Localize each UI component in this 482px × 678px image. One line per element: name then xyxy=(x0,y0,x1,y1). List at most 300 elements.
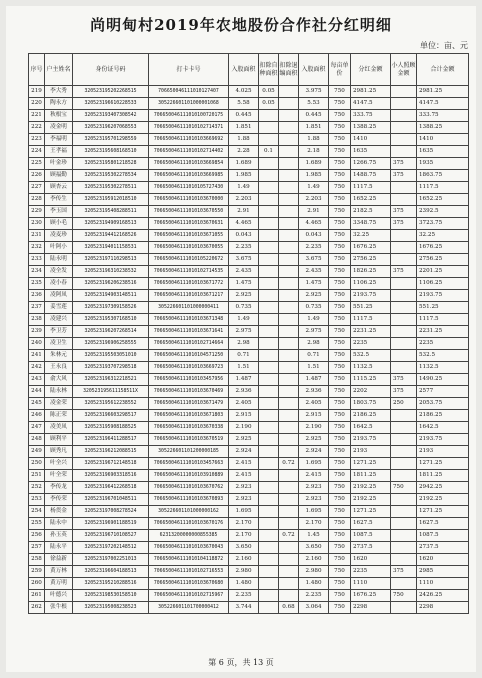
table-cell xyxy=(279,410,299,422)
table-cell xyxy=(279,206,299,218)
table-cell: 532.5 xyxy=(417,350,469,362)
table-cell xyxy=(259,110,279,122)
table-cell xyxy=(279,554,299,566)
table-cell: 1.475 xyxy=(229,278,259,290)
table-cell: 凌小春 xyxy=(45,278,73,290)
table-cell: 3348.75 xyxy=(351,218,391,230)
table-cell: 255 xyxy=(29,518,45,530)
table-cell: 320523196701048511 xyxy=(73,494,149,506)
table-cell: 1635 xyxy=(417,146,469,158)
table-cell: 320523196206238516 xyxy=(73,278,149,290)
table-cell: 秋根宝 xyxy=(45,110,73,122)
table-cell xyxy=(259,482,279,494)
table-cell: 1.985 xyxy=(299,170,329,182)
table-cell: 2942.25 xyxy=(417,482,469,494)
table-cell: 1132.5 xyxy=(351,362,391,374)
column-header: 身份证号码 xyxy=(73,54,149,86)
table-cell: 251 xyxy=(29,470,45,482)
table-cell: 2737.5 xyxy=(417,542,469,554)
table-cell: 姜雪莲 xyxy=(45,302,73,314)
table-cell: 706650046111010103669723 xyxy=(149,362,229,374)
table-cell: 2.28 xyxy=(229,146,259,158)
table-cell: 750 xyxy=(329,278,351,290)
table-cell: 320523197110298513 xyxy=(73,254,149,266)
table-cell: 224 xyxy=(29,146,45,158)
table-cell: 2.924 xyxy=(229,446,259,458)
table-cell: 2756.25 xyxy=(417,254,469,266)
table-cell: 750 xyxy=(329,194,351,206)
table-row xyxy=(29,158,469,170)
table-cell: 凌建兴 xyxy=(45,314,73,326)
table-cell: 顾利平 xyxy=(45,434,73,446)
table-cell: 王永良 xyxy=(45,362,73,374)
table-cell: 1635 xyxy=(351,146,391,158)
table-cell: 2193.75 xyxy=(417,290,469,302)
table-cell: 750 xyxy=(329,338,351,350)
table-cell: 247 xyxy=(29,422,45,434)
table-cell: 凌金荣 xyxy=(45,398,73,410)
table-cell xyxy=(391,182,417,194)
table-cell: 1388.25 xyxy=(417,122,469,134)
table-row xyxy=(29,134,469,146)
table-row xyxy=(29,302,469,314)
table-cell: 233 xyxy=(29,254,45,266)
table-row xyxy=(29,434,469,446)
table-cell: 750 xyxy=(329,230,351,242)
table-cell: 1087.5 xyxy=(417,530,469,542)
table-cell: 750 xyxy=(329,110,351,122)
table-cell: 凌卫生 xyxy=(45,338,73,350)
table-cell: 2.923 xyxy=(229,494,259,506)
table-cell xyxy=(391,578,417,590)
table-cell: 2192.25 xyxy=(417,494,469,506)
table-cell: 750 xyxy=(329,314,351,326)
table-cell: 706650046111010103670519 xyxy=(149,434,229,446)
table-cell xyxy=(279,110,299,122)
table-cell xyxy=(279,542,299,554)
table-cell: 320523193407308542 xyxy=(73,110,149,122)
table-cell: 230 xyxy=(29,218,45,230)
table-cell: 2298 xyxy=(417,602,469,614)
table-cell xyxy=(391,362,417,374)
table-cell: 320523194412168526 xyxy=(73,230,149,242)
table-cell: 1620 xyxy=(351,554,391,566)
table-cell: 0.043 xyxy=(299,230,329,242)
table-cell: 706650046111010103671479 xyxy=(149,398,229,410)
table-cell: 706650046111010103669692 xyxy=(149,134,229,146)
table-cell: 228 xyxy=(29,194,45,206)
table-cell xyxy=(279,278,299,290)
table-cell: 706650046111010103670631 xyxy=(149,218,229,230)
table-cell: 3.650 xyxy=(229,542,259,554)
table-cell: 219 xyxy=(29,86,45,98)
table-cell: 320523196901188519 xyxy=(73,518,149,530)
table-cell: 李卫芳 xyxy=(45,326,73,338)
table-cell: 259 xyxy=(29,566,45,578)
table-cell xyxy=(279,470,299,482)
table-cell: 5.53 xyxy=(299,98,329,110)
table-cell: 750 xyxy=(329,254,351,266)
table-cell: 750 xyxy=(329,98,351,110)
table-cell xyxy=(259,194,279,206)
table-cell: 320523196906258555 xyxy=(73,338,149,350)
table-cell: 2756.25 xyxy=(351,254,391,266)
table-cell: 706650046111010103669854 xyxy=(149,158,229,170)
table-cell xyxy=(391,506,417,518)
table-cell: 375 xyxy=(391,218,417,230)
table-cell xyxy=(279,218,299,230)
table-cell: 2981.25 xyxy=(417,86,469,98)
table-cell: 陈正荣 xyxy=(45,410,73,422)
table-cell: 凌阿凤 xyxy=(45,290,73,302)
table-cell: 750 xyxy=(329,146,351,158)
table-cell: 2.91 xyxy=(229,206,259,218)
table-cell: 孙玉英 xyxy=(45,530,73,542)
table-cell: 1132.5 xyxy=(417,362,469,374)
column-header: 扣除退编面积 xyxy=(279,54,299,86)
table-cell: 0.05 xyxy=(259,98,279,110)
table-cell xyxy=(279,494,299,506)
table-cell xyxy=(391,122,417,134)
table-cell: 1410 xyxy=(351,134,391,146)
table-cell: 750 xyxy=(329,290,351,302)
table-cell: 706650046111010103671803 xyxy=(149,410,229,422)
table-cell: 320523196603298517 xyxy=(73,410,149,422)
table-cell xyxy=(279,230,299,242)
table-cell xyxy=(259,602,279,614)
table-row xyxy=(29,290,469,302)
table-cell xyxy=(391,554,417,566)
table-cell xyxy=(391,110,417,122)
table-cell: 0.71 xyxy=(299,350,329,362)
table-cell: 2.160 xyxy=(229,554,259,566)
table-cell: 1627.5 xyxy=(417,518,469,530)
table-cell: 1488.75 xyxy=(351,170,391,182)
table-cell: 4.025 xyxy=(229,86,259,98)
table-cell: 2981.25 xyxy=(351,86,391,98)
table-cell: 1652.25 xyxy=(351,194,391,206)
table-cell: 1.689 xyxy=(229,158,259,170)
table-cell: 231 xyxy=(29,230,45,242)
table-cell: 2.203 xyxy=(299,194,329,206)
table-row xyxy=(29,578,469,590)
table-cell: 220 xyxy=(29,98,45,110)
table-cell: 1388.25 xyxy=(351,122,391,134)
table-cell: 1.88 xyxy=(299,134,329,146)
table-row xyxy=(29,362,469,374)
table-cell xyxy=(279,506,299,518)
table-cell: 1.49 xyxy=(299,182,329,194)
table-cell: 221 xyxy=(29,110,45,122)
table-cell: 706650046111010103671055 xyxy=(149,230,229,242)
table-cell: 320523195503051010 xyxy=(73,350,149,362)
table-cell: 320523195908188525 xyxy=(73,422,149,434)
table-cell: 229 xyxy=(29,206,45,218)
table-cell: 2.915 xyxy=(299,410,329,422)
table-cell: 227 xyxy=(29,182,45,194)
table-cell: 2.923 xyxy=(299,494,329,506)
table-cell: 1.88 xyxy=(229,134,259,146)
table-cell: 1110 xyxy=(351,578,391,590)
table-row xyxy=(29,242,469,254)
table-cell: 706650046111010103671348 xyxy=(149,314,229,326)
table-cell: 375 xyxy=(391,386,417,398)
table-cell: 706650046111010103671772 xyxy=(149,278,229,290)
table-row xyxy=(29,530,469,542)
table-cell: 305226601101000000411 xyxy=(149,302,229,314)
table-cell: 1.487 xyxy=(229,374,259,386)
table-cell: 320523195302278511 xyxy=(73,182,149,194)
table-cell: 305226601101000001068 xyxy=(149,98,229,110)
table-cell: 叶全荣 xyxy=(45,470,73,482)
table-cell: 706650046111010100720175 xyxy=(149,110,229,122)
table-cell xyxy=(259,326,279,338)
table-cell xyxy=(259,230,279,242)
table-cell: 2985 xyxy=(417,566,469,578)
table-cell: 1.695 xyxy=(299,506,329,518)
table-cell: 2.415 xyxy=(299,470,329,482)
table-cell xyxy=(391,290,417,302)
table-cell: 1811.25 xyxy=(351,470,391,482)
table-cell: 0.1 xyxy=(259,146,279,158)
table-cell: 249 xyxy=(29,446,45,458)
table-cell xyxy=(391,326,417,338)
table-cell xyxy=(259,494,279,506)
table-cell: 252 xyxy=(29,482,45,494)
table-cell: 237 xyxy=(29,302,45,314)
table-cell: 1.49 xyxy=(229,182,259,194)
table-cell: 750 xyxy=(329,122,351,134)
table-row xyxy=(29,566,469,578)
table-cell: 0.043 xyxy=(229,230,259,242)
table-cell: 234 xyxy=(29,266,45,278)
table-cell: 2.925 xyxy=(229,434,259,446)
column-header: 入股面积 xyxy=(229,54,259,86)
table-cell: 706650046111010103671641 xyxy=(149,326,229,338)
table-cell: 1117.5 xyxy=(351,314,391,326)
table-row xyxy=(29,398,469,410)
table-cell: 320523195612238552 xyxy=(73,398,149,410)
table-cell: 3723.75 xyxy=(417,218,469,230)
table-cell xyxy=(279,578,299,590)
table-cell xyxy=(391,458,417,470)
table-cell xyxy=(259,566,279,578)
table-cell: 706650046111010104571250 xyxy=(149,350,229,362)
table-cell: 320523196310238532 xyxy=(73,266,149,278)
table-cell xyxy=(259,350,279,362)
table-cell: 750 xyxy=(329,218,351,230)
table-cell: 0.71 xyxy=(229,350,259,362)
table-cell: 1271.25 xyxy=(351,506,391,518)
table-cell: 750 xyxy=(329,554,351,566)
table-cell: 0.735 xyxy=(299,302,329,314)
column-header: 入股面积 xyxy=(299,54,329,86)
table-cell: 1.49 xyxy=(229,314,259,326)
table-cell xyxy=(279,170,299,182)
table-cell xyxy=(391,86,417,98)
table-cell: 320523196212088515 xyxy=(73,446,149,458)
table-cell: 551.25 xyxy=(351,302,391,314)
table-cell: 0.72 xyxy=(279,530,299,542)
table-cell: 0.735 xyxy=(229,302,259,314)
table-cell: 706650046111010103670680 xyxy=(149,578,229,590)
table-cell: 1490.25 xyxy=(417,374,469,386)
table-cell: 叶阿小 xyxy=(45,242,73,254)
table-cell: 320523195611158511X xyxy=(73,386,149,398)
table-cell: 李传荣 xyxy=(45,494,73,506)
table-cell: 706650046111010102714371 xyxy=(149,122,229,134)
table-cell: 1.695 xyxy=(299,458,329,470)
table-cell xyxy=(279,134,299,146)
table-cell: 2192.25 xyxy=(351,482,391,494)
table-cell xyxy=(391,494,417,506)
table-cell: 黄万林 xyxy=(45,566,73,578)
table-cell: 706650046111010102714535 xyxy=(149,266,229,278)
table-cell: 1.851 xyxy=(299,122,329,134)
table-cell: 2201.25 xyxy=(417,266,469,278)
table-cell: 375 xyxy=(391,266,417,278)
table-cell: 320523196710108527 xyxy=(73,530,149,542)
table-cell: 1.49 xyxy=(299,314,329,326)
table-cell: 1.487 xyxy=(299,374,329,386)
table-cell xyxy=(391,542,417,554)
table-row xyxy=(29,338,469,350)
table-cell: 李传龙 xyxy=(45,482,73,494)
table-cell xyxy=(279,146,299,158)
table-cell: 320523195801218528 xyxy=(73,158,149,170)
table-cell: 320523195302278534 xyxy=(73,170,149,182)
table-cell: 236 xyxy=(29,290,45,302)
table-cell: 62313200000000855385 xyxy=(149,530,229,542)
table-cell: 2.925 xyxy=(299,290,329,302)
table-row xyxy=(29,230,469,242)
table-cell: 2.980 xyxy=(299,566,329,578)
table-cell xyxy=(279,266,299,278)
table-cell: 320523193707298518 xyxy=(73,362,149,374)
table-cell: 706650046111010102716553 xyxy=(149,566,229,578)
column-header: 每亩单价 xyxy=(329,54,351,86)
table-cell: 2193.75 xyxy=(417,434,469,446)
table-cell: 0.445 xyxy=(229,110,259,122)
table-cell xyxy=(259,398,279,410)
table-cell: 320523196207268514 xyxy=(73,326,149,338)
table-cell: 750 xyxy=(329,386,351,398)
table-cell: 750 xyxy=(329,206,351,218)
table-cell xyxy=(391,278,417,290)
table-cell: 235 xyxy=(29,278,45,290)
table-cell: 222 xyxy=(29,122,45,134)
table-cell: 2231.25 xyxy=(417,326,469,338)
table-cell: 261 xyxy=(29,590,45,602)
table-row xyxy=(29,182,469,194)
table-cell: 叶金珍 xyxy=(45,158,73,170)
table-row xyxy=(29,422,469,434)
table-cell xyxy=(259,206,279,218)
table-cell: 262 xyxy=(29,602,45,614)
table-cell: 1106.25 xyxy=(417,278,469,290)
table-cell: 320523195202268515 xyxy=(73,86,149,98)
table-cell: 2.235 xyxy=(299,242,329,254)
table-cell: 375 xyxy=(391,170,417,182)
table-cell xyxy=(259,554,279,566)
table-cell: 706650046111010105220672 xyxy=(149,254,229,266)
table-cell: 王孝福 xyxy=(45,146,73,158)
table-cell: 1627.5 xyxy=(351,518,391,530)
table-cell: 1.695 xyxy=(229,506,259,518)
table-cell: 陆永平 xyxy=(45,542,73,554)
table-cell xyxy=(391,254,417,266)
table-cell: 2577 xyxy=(417,386,469,398)
table-cell xyxy=(391,530,417,542)
table-cell: 243 xyxy=(29,374,45,386)
column-header: 分红金额 xyxy=(351,54,391,86)
table-cell: 1.475 xyxy=(299,278,329,290)
table-cell: 750 xyxy=(329,422,351,434)
table-cell xyxy=(259,422,279,434)
table-cell: 3.064 xyxy=(299,602,329,614)
table-cell: 1117.5 xyxy=(417,182,469,194)
table-cell: 750 xyxy=(329,446,351,458)
column-header: 小人照顾金额 xyxy=(391,54,417,86)
table-cell: 241 xyxy=(29,350,45,362)
table-cell xyxy=(279,242,299,254)
table-cell: 375 xyxy=(391,206,417,218)
table-cell: 244 xyxy=(29,386,45,398)
table-cell xyxy=(279,398,299,410)
table-cell: 706650046111010103669985 xyxy=(149,170,229,182)
table-cell: 320523197202148512 xyxy=(73,542,149,554)
table-cell xyxy=(391,434,417,446)
table-cell: 2192.25 xyxy=(351,494,391,506)
table-cell: 320523196712148518 xyxy=(73,458,149,470)
table-row xyxy=(29,590,469,602)
table-cell: 1935 xyxy=(417,158,469,170)
table-cell xyxy=(391,410,417,422)
table-cell: 750 xyxy=(329,158,351,170)
table-cell: 750 xyxy=(329,578,351,590)
table-cell: 1266.75 xyxy=(351,158,391,170)
table-cell xyxy=(279,386,299,398)
table-cell xyxy=(391,470,417,482)
table-cell: 2.405 xyxy=(229,398,259,410)
table-cell: 706650046111010103670055 xyxy=(149,242,229,254)
table-cell xyxy=(259,446,279,458)
table-cell xyxy=(279,338,299,350)
table-cell: 256 xyxy=(29,530,45,542)
table-cell: 李福明 xyxy=(45,134,73,146)
table-cell: 750 xyxy=(329,458,351,470)
table-cell: 706650046111010103670043 xyxy=(149,542,229,554)
table-cell: 320523194903148511 xyxy=(73,290,149,302)
table-cell: 253 xyxy=(29,494,45,506)
table-cell: 706650046111010127407 xyxy=(149,86,229,98)
table-cell: 706650046111010103670338 xyxy=(149,422,229,434)
table-cell: 1676.25 xyxy=(351,590,391,602)
table-cell: 320523196411288517 xyxy=(73,434,149,446)
table-cell: 320523198530158510 xyxy=(73,590,149,602)
table-cell: 2186.25 xyxy=(417,410,469,422)
table-cell: 750 xyxy=(329,470,351,482)
table-row xyxy=(29,374,469,386)
table-cell xyxy=(259,362,279,374)
table-cell xyxy=(259,242,279,254)
table-cell: 2.235 xyxy=(229,590,259,602)
table-cell: 750 xyxy=(329,182,351,194)
table-cell xyxy=(259,386,279,398)
table-cell: 凌金明 xyxy=(45,122,73,134)
table-cell: 2.190 xyxy=(229,422,259,434)
table-cell: 750 xyxy=(329,374,351,386)
